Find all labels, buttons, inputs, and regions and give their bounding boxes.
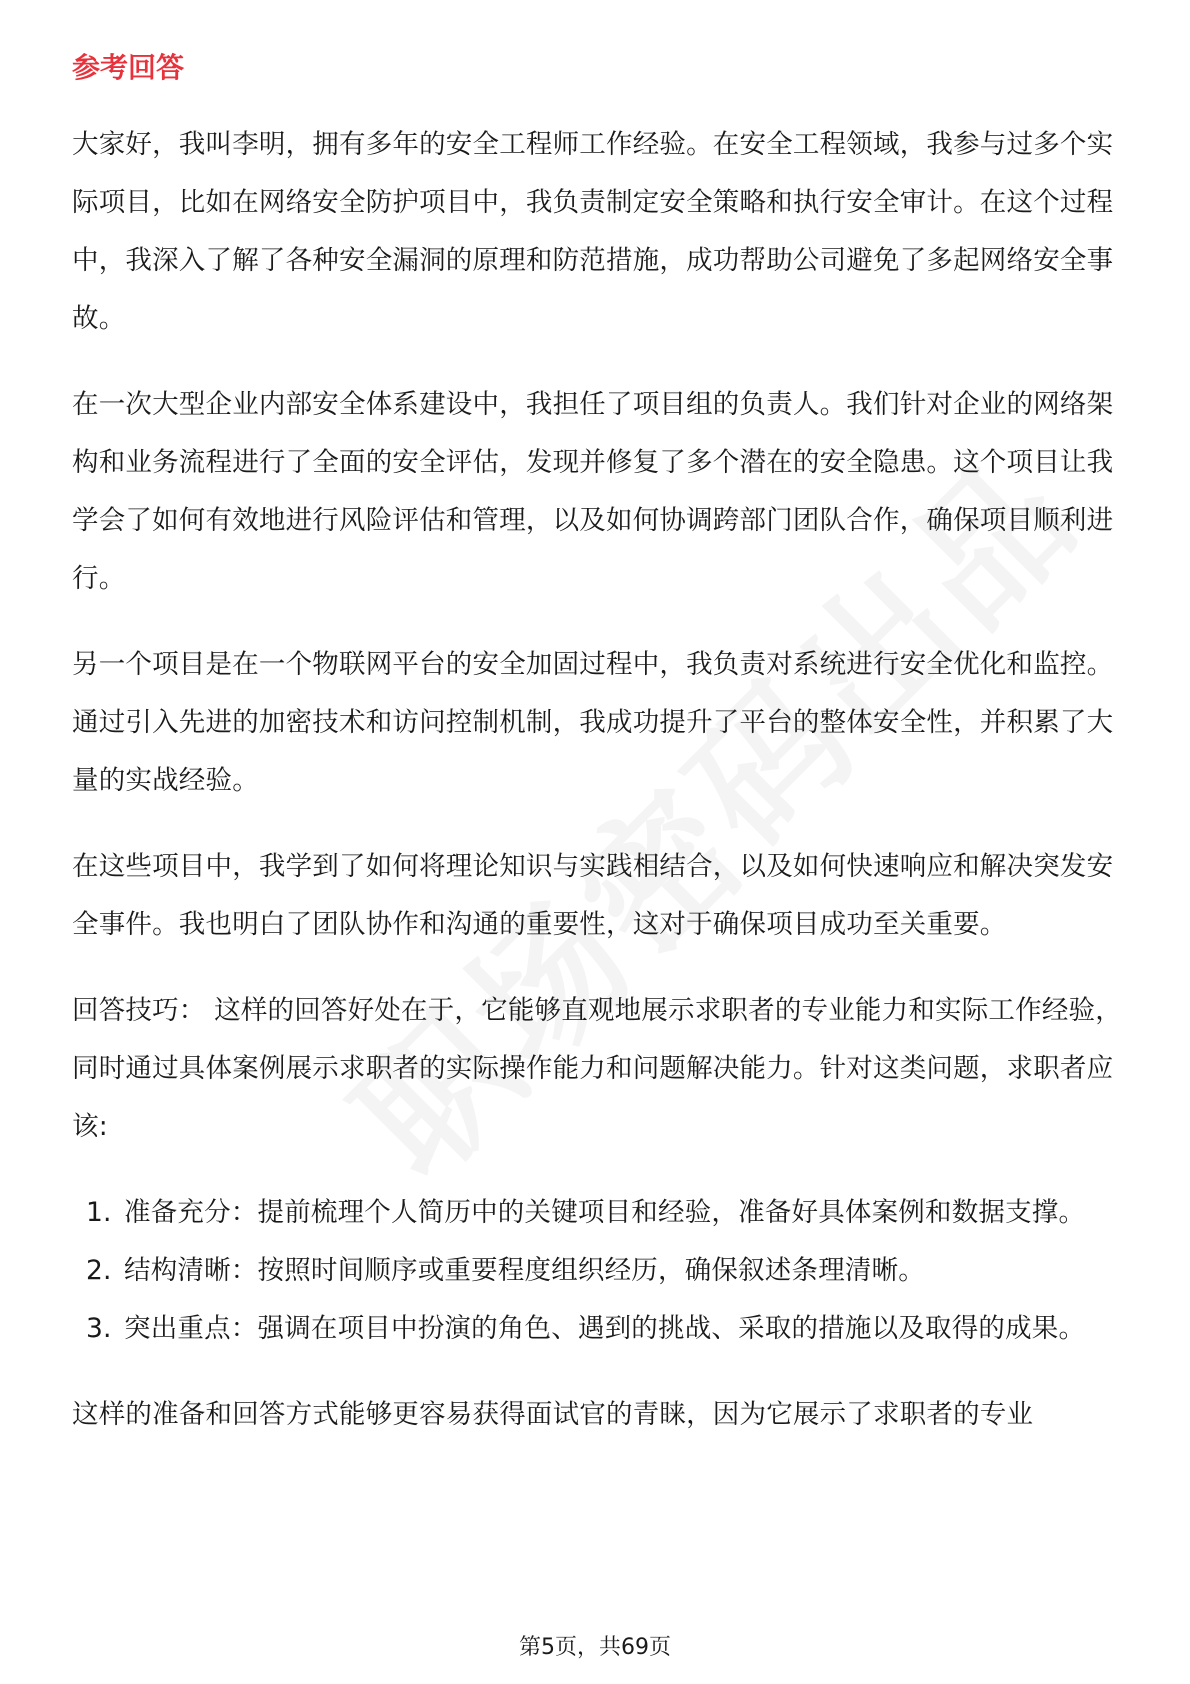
paragraph-project-2: 另一个项目是在一个物联网平台的安全加固过程中，我负责对系统进行安全优化和监控。通过引入先进的加密技术和访问控制机制，我成功提升了平台的整体安全性，并积累了大量的实战经验。 xyxy=(72,649,1114,796)
paragraph-project-1: 在一次大型企业内部安全体系建设中，我担任了项目组的负责人。我们针对企业的网络架构和业务流程进行了全面的安全评估，发现并修复了多个潜在的安全隐患。这个项目让我学会了如何有效地进行风险评估和管理，以及如何协调跨部门团队合作，确保项目顺利进行。 xyxy=(72,389,1114,594)
document-page xyxy=(72,48,1122,1444)
section-heading: 参考回答 xyxy=(72,51,185,84)
list-item-text: 结构清晰：按照时间顺序或重要程度组织经历，确保叙述条理清晰。 xyxy=(124,1255,925,1286)
list-item-number: 2. xyxy=(86,1255,112,1286)
list-item-number: 3. xyxy=(86,1313,112,1344)
list-item-text: 突出重点：强调在项目中扮演的角色、遇到的挑战、采取的措施以及取得的成果。 xyxy=(124,1313,1086,1344)
list-item xyxy=(72,1242,1122,1300)
list-item-text: 准备充分：提前梳理个人简历中的关键项目和经验，准备好具体案例和数据支撑。 xyxy=(124,1197,1086,1228)
list-item xyxy=(72,1300,1122,1358)
closing-paragraph: 这样的准备和回答方式能够更容易获得面试官的青睐，因为它展示了求职者的专业 xyxy=(72,1399,1034,1430)
answer-tips-intro: 回答技巧： 这样的回答好处在于，它能够直观地展示求职者的专业能力和实际工作经验，同时通过具体案例展示求职者的实际操作能力和问题解决能力。针对这类问题，求职者应该: xyxy=(72,995,1122,1142)
list-item-number: 1. xyxy=(86,1197,112,1228)
paragraph-intro: 大家好，我叫李明，拥有多年的安全工程师工作经验。在安全工程领域，我参与过多个实际项目，比如在网络安全防护项目中，我负责制定安全策略和执行安全审计。在这个过程中，我深入了解了各种安全漏洞的原理和防范措施，成功帮助公司避免了多起网络安全事故。 xyxy=(72,129,1114,334)
tips-list xyxy=(72,1184,1122,1358)
paragraph-lessons: 在这些项目中，我学到了如何将理论知识与实践相结合，以及如何快速响应和解决突发安全事件。我也明白了团队协作和沟通的重要性，这对于确保项目成功至关重要。 xyxy=(72,851,1114,940)
list-item xyxy=(72,1184,1122,1242)
page-number-footer: 第5页，共69页 xyxy=(519,1635,671,1660)
